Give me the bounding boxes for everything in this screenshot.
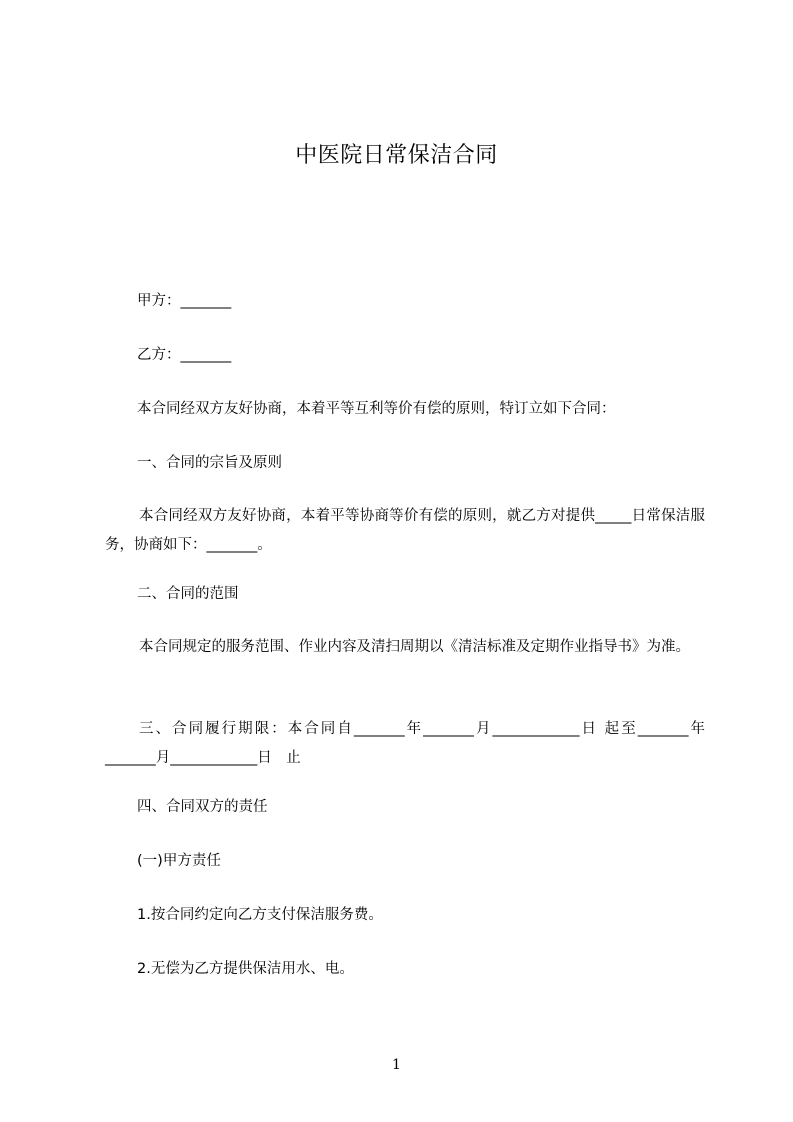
party-a-line: 甲方：_______ bbox=[137, 293, 232, 309]
list-item-2: 2.无偿为乙方提供保洁用水、电。 bbox=[137, 961, 354, 977]
list-item-1: 1.按合同约定向乙方支付保洁服务费。 bbox=[137, 907, 383, 923]
intro-paragraph: 本合同经双方友好协商，本着平等互利等价有偿的原则，特订立如下合同： bbox=[137, 401, 616, 417]
section-1-body: 本合同经双方友好协商，本着平等协商等价有偿的原则，就乙方对提供_____日常保洁服务，协商如下：_______。 bbox=[105, 508, 705, 553]
section-1-heading: 一、合同的宗旨及原则 bbox=[137, 455, 282, 471]
document-title: 中医院日常保洁合同 bbox=[295, 143, 498, 168]
subsection-a-heading: (一)甲方责任 bbox=[137, 853, 221, 869]
section-2-heading: 二、合同的范围 bbox=[137, 586, 239, 602]
page-number: 1 bbox=[392, 1057, 401, 1073]
section-3-term: 三、合同履行期限：本合同自_______年_______月____________日 起至_______年_______月____________日 止 bbox=[105, 721, 705, 766]
party-b-line: 乙方：_______ bbox=[137, 347, 232, 363]
section-4-heading: 四、合同双方的责任 bbox=[137, 799, 268, 815]
section-2-body: 本合同规定的服务范围、作业内容及清扫周期以《清洁标准及定期作业指导书》为准。 bbox=[139, 639, 690, 655]
